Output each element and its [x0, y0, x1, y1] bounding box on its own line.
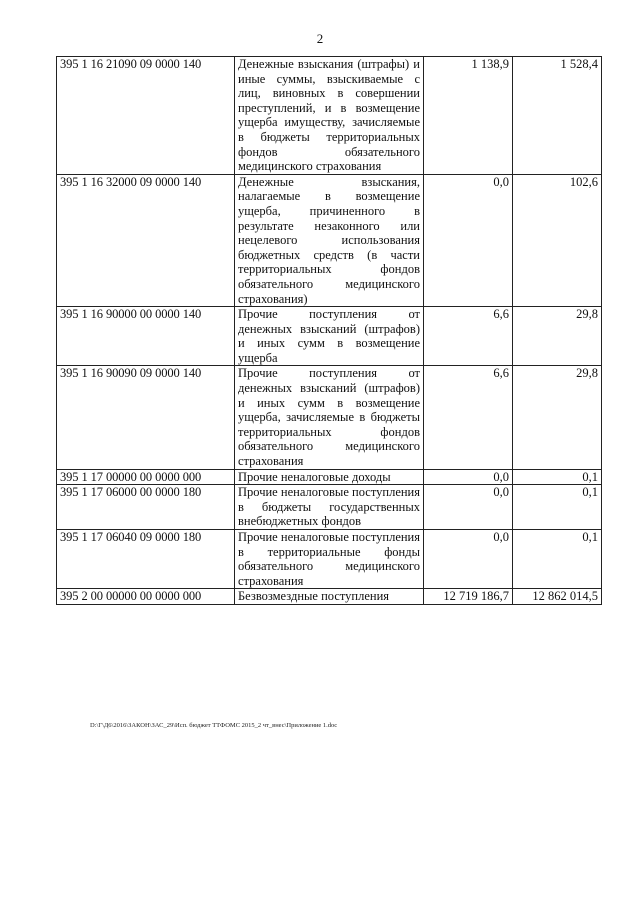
table-row — [57, 469, 602, 485]
row-value-1: 0,0 — [424, 174, 513, 306]
row-name: Денежные взыскания (штрафы) и иные суммы, взыскиваемые с лиц, виновных в совершении преступлений, и в возмещение ущерба имуществу, зачисляемые в бюджеты территориальных фондов обязательного медицинского страхования — [235, 57, 424, 175]
budget-table — [56, 56, 602, 605]
row-code: 395 1 16 90090 09 0000 140 — [57, 366, 235, 469]
row-value-1: 12 719 186,7 — [424, 589, 513, 605]
row-value-1: 1 138,9 — [424, 57, 513, 175]
row-value-2: 102,6 — [513, 174, 602, 306]
row-value-1: 0,0 — [424, 485, 513, 530]
row-value-2: 1 528,4 — [513, 57, 602, 175]
row-value-2: 0,1 — [513, 485, 602, 530]
row-name: Денежные взыскания, налагаемые в возмещение ущерба, причиненного в результате незаконного или нецелевого использования бюджетных средств (в части территориальных фондов обязательного медицинского страхования) — [235, 174, 424, 306]
row-code: 395 1 16 21090 09 0000 140 — [57, 57, 235, 175]
table-row — [57, 174, 602, 306]
row-value-1: 0,0 — [424, 530, 513, 589]
row-value-1: 0,0 — [424, 469, 513, 485]
row-code: 395 1 16 32000 09 0000 140 — [57, 174, 235, 306]
table-row — [57, 589, 602, 605]
row-value-1: 6,6 — [424, 307, 513, 366]
row-value-2: 0,1 — [513, 530, 602, 589]
row-name: Прочие неналоговые поступления в бюджеты государственных внебюджетных фондов — [235, 485, 424, 530]
row-code: 395 1 16 90000 00 0000 140 — [57, 307, 235, 366]
table-row — [57, 485, 602, 530]
row-name: Безвозмездные поступления — [235, 589, 424, 605]
table-row — [57, 307, 602, 366]
row-name: Прочие неналоговые поступления в территориальные фонды обязательного медицинского страхования — [235, 530, 424, 589]
row-code: 395 1 17 06000 00 0000 180 — [57, 485, 235, 530]
row-value-2: 0,1 — [513, 469, 602, 485]
row-name: Прочие поступления от денежных взысканий (штрафов) и иных сумм в возмещение ущерба, зачисляемые в бюджеты территориальных фондов обязательного медицинского страхования — [235, 366, 424, 469]
row-code: 395 2 00 00000 00 0000 000 — [57, 589, 235, 605]
row-value-1: 6,6 — [424, 366, 513, 469]
row-value-2: 12 862 014,5 — [513, 589, 602, 605]
row-name: Прочие неналоговые доходы — [235, 469, 424, 485]
row-name: Прочие поступления от денежных взысканий (штрафов) и иных сумм в возмещение ущерба — [235, 307, 424, 366]
table-row — [57, 57, 602, 175]
row-value-2: 29,8 — [513, 366, 602, 469]
row-code: 395 1 17 06040 09 0000 180 — [57, 530, 235, 589]
table-row — [57, 366, 602, 469]
row-value-2: 29,8 — [513, 307, 602, 366]
row-code: 395 1 17 00000 00 0000 000 — [57, 469, 235, 485]
page-number: 2 — [316, 31, 324, 46]
footer-file-path: D:\Г\Д6\2016\ЗАКОН\ЗАС_29\Исп. бюджет ТТФОМС 2015_2 чт_внес\Приложение 1.doc — [90, 722, 338, 729]
table-row — [57, 530, 602, 589]
